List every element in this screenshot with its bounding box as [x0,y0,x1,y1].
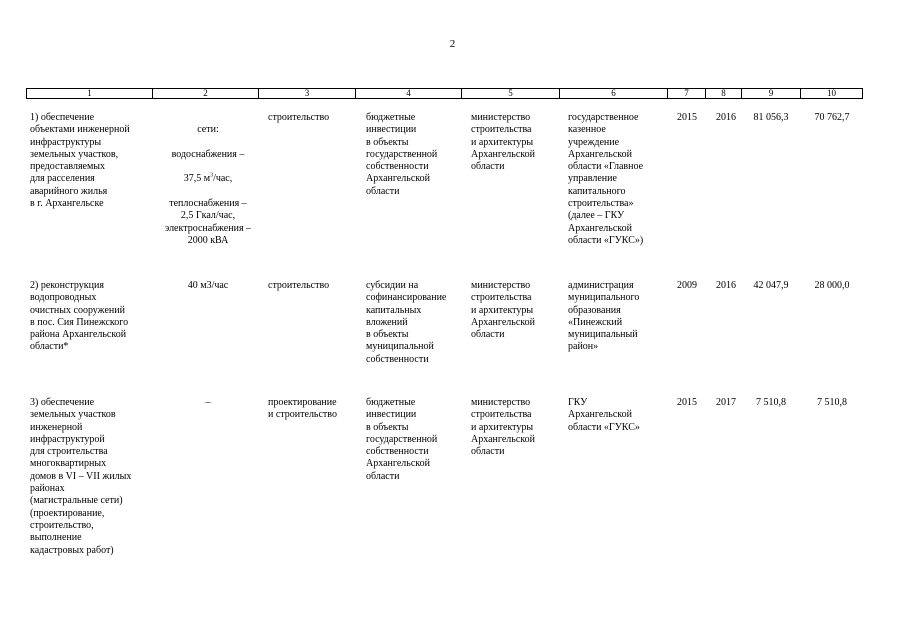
row3-administrator: министерство строительства и архитектуры Архангельской области [471,397,535,458]
row1-capacity-line1: сети: [197,124,219,136]
row2-customer: администрация муниципального образования «Пинежский муниципальный район» [568,280,640,353]
row2-cost: 42 047,9 [753,280,789,291]
header-col-3: 3 [259,89,356,98]
row1-cost: 81 056,3 [753,112,789,123]
row2-capacity: 40 м3/час [187,280,229,291]
header-col-10: 10 [827,88,836,98]
row3-capacity: – [205,397,211,408]
row2-work-type: строительство [268,280,330,291]
row1-capacity-sup: 3 [210,173,214,180]
header-col-2: 2 [153,89,259,98]
row2-financing-form: субсидии на софинансирование капитальных вложений в объекты муниципальной собственности [366,280,447,365]
row1-financing-form: бюджетные инвестиции в объекты государственной собственности Архангельской области [366,112,438,197]
row3-cost: 7 510,8 [756,397,786,408]
row3-amount: 7 510,8 [817,397,847,408]
header-col-4: 4 [356,89,462,98]
row1-amount: 70 762,7 [814,112,850,123]
row1-customer: государственное казенное учреждение Архангельской области «Главное управление капитального строительства» (далее – ГКУ Архангельской области «ГУКС») [568,112,644,246]
header-col-9: 9 [742,89,801,98]
row1-capacity-line2: водоснабжения – [171,148,245,160]
row1-administrator: министерство строительства и архитектуры Архангельской области [471,112,535,173]
header-col-8: 8 [706,89,742,98]
row1-work-type: строительство [268,112,330,123]
header-col-7: 7 [668,89,706,98]
row1-capacity-line3b: /час, [213,173,233,185]
header-col-1: 1 [27,89,153,98]
row3-end-year: 2017 [716,397,736,408]
row3-object-name: 3) обеспечение земельных участков инженерной инфраструктурой для строительства многоквартирных домов в VI – VII жилых районах (магистральные сети) (проектирование, строительство, выполнение кадастровых работ) [30,397,132,556]
row2-administrator: министерство строительства и архитектуры Архангельской области [471,280,535,341]
row2-amount: 28 000,0 [814,280,850,291]
row1-capacity-rest: теплоснабжения – 2,5 Гкал/час, электроснабжения – 2000 кВА [164,198,252,246]
row3-start-year: 2015 [677,397,697,408]
row3-financing-form: бюджетные инвестиции в объекты государственной собственности Архангельской области [366,397,438,482]
row1-start-year: 2015 [677,112,697,123]
table-header-row [26,88,863,99]
row3-work-type: проектирование и строительство [268,397,337,421]
row1-object-name: 1) обеспечение объектами инженерной инфраструктуры земельных участков, предоставляемых для расселения аварийного жилья в г. Архангельске [30,112,130,210]
row1-capacity-line3: 37,5 м [183,173,211,185]
header-col-6: 6 [560,89,668,98]
row2-end-year: 2016 [716,280,736,291]
row3-customer: ГКУ Архангельской области «ГУКС» [568,397,640,433]
row1-end-year: 2016 [716,112,736,123]
row1-capacity [158,112,258,247]
row2-start-year: 2009 [677,280,697,291]
page-number: 2 [449,38,456,50]
header-col-5: 5 [462,89,560,98]
row2-object-name: 2) реконструкция водопроводных очистных сооружений в пос. Сия Пинежского района Архангельской области* [30,280,129,353]
